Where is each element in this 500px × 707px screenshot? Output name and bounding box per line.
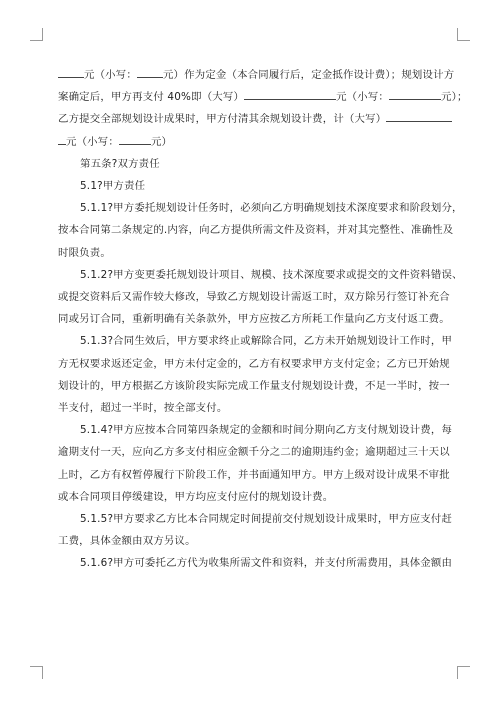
fill-in-blank [58,66,84,78]
text-segment: 5.1.6?甲方可委托乙方代为收集所需文件和资料，并支付所需费用，具体金额由 [80,557,453,570]
text-line-p1l1 [58,64,455,86]
crop-mark-top-right [457,28,470,41]
text-line-p513d [58,397,442,419]
crop-mark-top-left [30,28,43,41]
text-segment: 元（小写： [336,91,390,104]
text-line-p512a [58,264,463,286]
fill-in-blank [386,111,452,123]
text-segment: 元（小写： [66,135,119,148]
fill-in-blank [244,88,336,100]
text-segment: 乙方提交全部规划设计成果时，甲方付清其余规划设计费，计（大写） [58,113,387,126]
text-segment: 按本合同第二条规定的.内容，向乙方提供所需文件及资料，并对其完整性、准确性及 [58,224,454,237]
text-segment: 元（小写： [84,69,137,81]
text-line-p511c [58,242,442,264]
text-segment: 第五条?双方责任 [80,157,160,170]
text-segment: 元）作为定金（本合同履行后，定金抵作设计费）；规划设计方 [162,69,455,81]
document-page [58,64,468,575]
text-segment: 同或另订合同，重新明确有关条款外，甲方应按乙方所耗工作量向乙方支付返工费。 [58,313,450,326]
fill-in-blank [389,88,441,100]
text-line-p516a [58,552,453,574]
text-segment: 5.1.5?甲方要求乙方比本合同规定时间提前交付规划设计成果时，甲方应支付赶 [80,513,453,526]
text-line-p513b [58,353,450,375]
text-line-p514b [58,441,450,463]
fill-in-blank [137,66,163,78]
text-segment: 划设计的，甲方根据乙方该阶段实际完成工作量支付规划设计费，不足一半时，按一 [58,379,450,392]
text-line-p511a [58,197,463,219]
crop-mark-bottom-right [457,666,470,679]
text-line-p514c [58,464,450,486]
text-line-p1l2 [58,86,468,108]
text-line-p515b [58,530,442,552]
text-line-p511b [58,219,454,241]
text-line-p513a [58,330,453,352]
fill-in-blank [58,133,66,145]
text-segment: 或提交资料后又需作较大修改，导致乙方规划设计需返工时，双方除另行签订补充合 [58,291,450,304]
text-line-p514a [58,419,453,441]
text-segment: 或本合同项目停缓建设，甲方均应支付应付的规划设计费。 [58,490,334,503]
text-segment: 元）； [441,91,468,104]
text-line-p512b [58,286,450,308]
text-segment: 时限负责。 [58,246,111,259]
text-segment: 元） [150,135,173,148]
text-line-p513c [58,375,450,397]
text-line-p514d [58,486,442,508]
text-segment: 5.1.1?甲方委托规划设计任务时，必须向乙方明确规划技术深度要求和阶段划分， [80,202,463,215]
text-line-p1l3 [58,108,442,130]
text-segment: 逾期支付一天，应向乙方多支付相应金额千分之二的逾期违约金；逾期超过三十天以 [58,446,450,459]
text-line-h5 [58,153,442,175]
fill-in-blank [119,133,151,145]
text-line-p1l4 [58,131,442,153]
text-segment: 半支付，超过一半时，按全部支付。 [58,402,228,415]
text-line-p512c [58,308,450,330]
text-segment: 方无权要求返还定金，甲方未付定金的，乙方有权要求甲方支付定金；乙方已开始规 [58,357,450,370]
text-segment: 5.1?甲方责任 [80,180,146,193]
text-segment: 5.1.4?甲方应按本合同第四条规定的金额和时间分期向乙方支付规划设计费，每 [80,424,453,437]
crop-mark-bottom-left [30,666,43,679]
text-line-h511 [58,175,442,197]
text-line-p515a [58,508,453,530]
text-segment: 上时，乙方有权暂停履行下阶段工作，并书面通知甲方。甲方上级对设计成果不审批 [58,468,450,481]
text-segment: 5.1.2?甲方变更委托规划设计项目、规模、技术深度要求或提交的文件资料错误、 [80,268,463,281]
text-segment: 5.1.3?合同生效后，甲方要求终止或解除合同，乙方未开始规划设计工作时，甲 [80,335,453,348]
text-segment: 工费，具体金额由双方另议。 [58,535,196,548]
text-segment: 案确定后，甲方再支付 40%即（大写） [58,91,245,104]
